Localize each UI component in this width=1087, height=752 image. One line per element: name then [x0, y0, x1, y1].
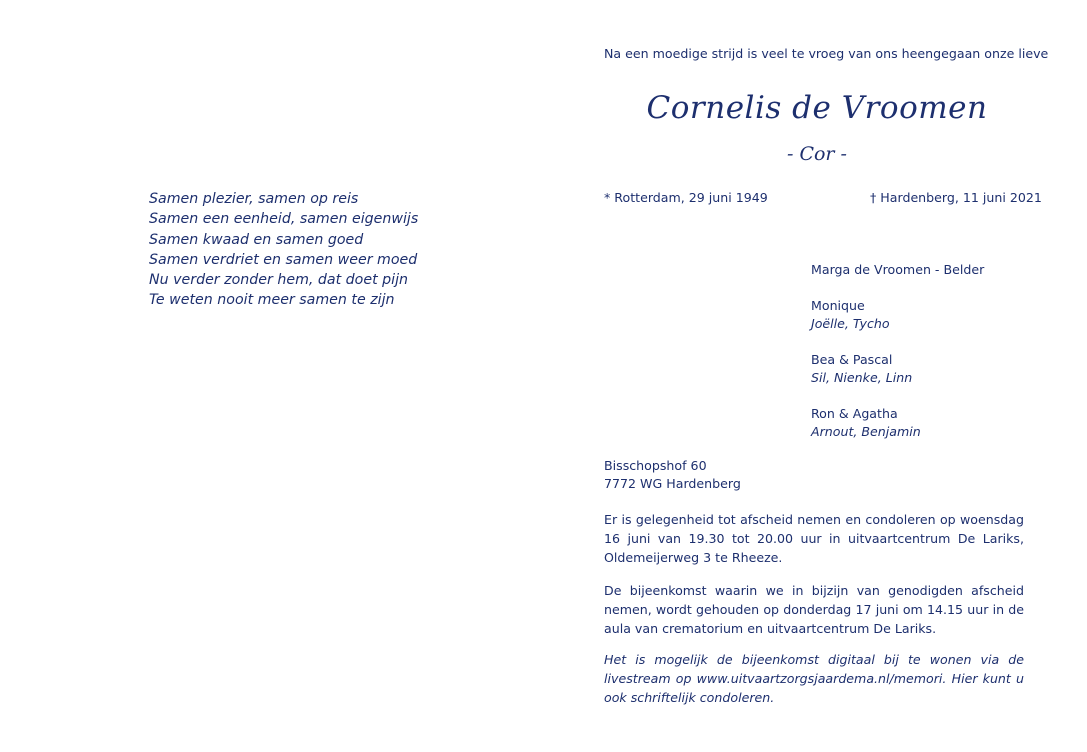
- intro-text: Na een moedige strijd is veel te vroeg van ons heengegaan onze lieve: [604, 46, 1049, 61]
- family-names: Ron & Agatha: [811, 406, 898, 421]
- family-children: Arnout, Benjamin: [811, 424, 921, 439]
- gathering-paragraph: De bijeenkomst waarin we in bijzijn van genodigden afscheid nemen, wordt gehouden op donderdag 17 juni om 14.15 uur in de aula van crematorium en uitvaartcentrum De Lariks.: [604, 583, 1024, 636]
- family-group: [811, 261, 984, 279]
- poem: [149, 189, 418, 311]
- address: [604, 457, 741, 492]
- deceased-name: Cornelis de Vroomen: [646, 90, 988, 126]
- family-names: Marga de Vroomen - Belder: [811, 262, 985, 277]
- poem-line: Samen kwaad en samen goed: [149, 231, 364, 248]
- poem-line: Samen plezier, samen op reis: [149, 191, 359, 207]
- address-street: Bisschopshof 60: [604, 458, 707, 473]
- family-group: [811, 297, 984, 333]
- family-children: Joëlle, Tycho: [811, 316, 890, 331]
- family-group: [811, 351, 984, 387]
- death-info: † Hardenberg, 11 juni 2021: [870, 190, 1042, 205]
- deceased-nickname: - Cor -: [787, 143, 847, 165]
- family-group: [811, 405, 984, 441]
- address-city: 7772 WG Hardenberg: [604, 475, 741, 491]
- condolence-paragraph: Er is gelegenheid tot afscheid nemen en condoleren op woensdag 16 juni van 19.30 tot 20.00 uur in uitvaartcentrum De Lariks, Oldemeijerweg 3 te Rheeze.: [604, 512, 1024, 565]
- poem-line: Samen een eenheid, samen eigenwijs: [149, 211, 419, 228]
- poem-line: Samen verdriet en samen weer moed: [149, 251, 418, 268]
- family-names: Monique: [811, 298, 865, 313]
- livestream-paragraph: Het is mogelijk de bijeenkomst digitaal bij te wonen via de livestream op www.uitvaartzorgsjaardema.nl/memori. Hier kunt u ook schriftelijk condoleren.: [604, 652, 1024, 705]
- family-list: [811, 261, 984, 459]
- birth-info: * Rotterdam, 29 juni 1949: [604, 190, 768, 205]
- family-names: Bea & Pascal: [811, 352, 893, 367]
- poem-line: Nu verder zonder hem, dat doet pijn: [149, 272, 409, 289]
- poem-line: Te weten nooit meer samen te zijn: [149, 292, 395, 309]
- family-children: Sil, Nienke, Linn: [811, 370, 913, 385]
